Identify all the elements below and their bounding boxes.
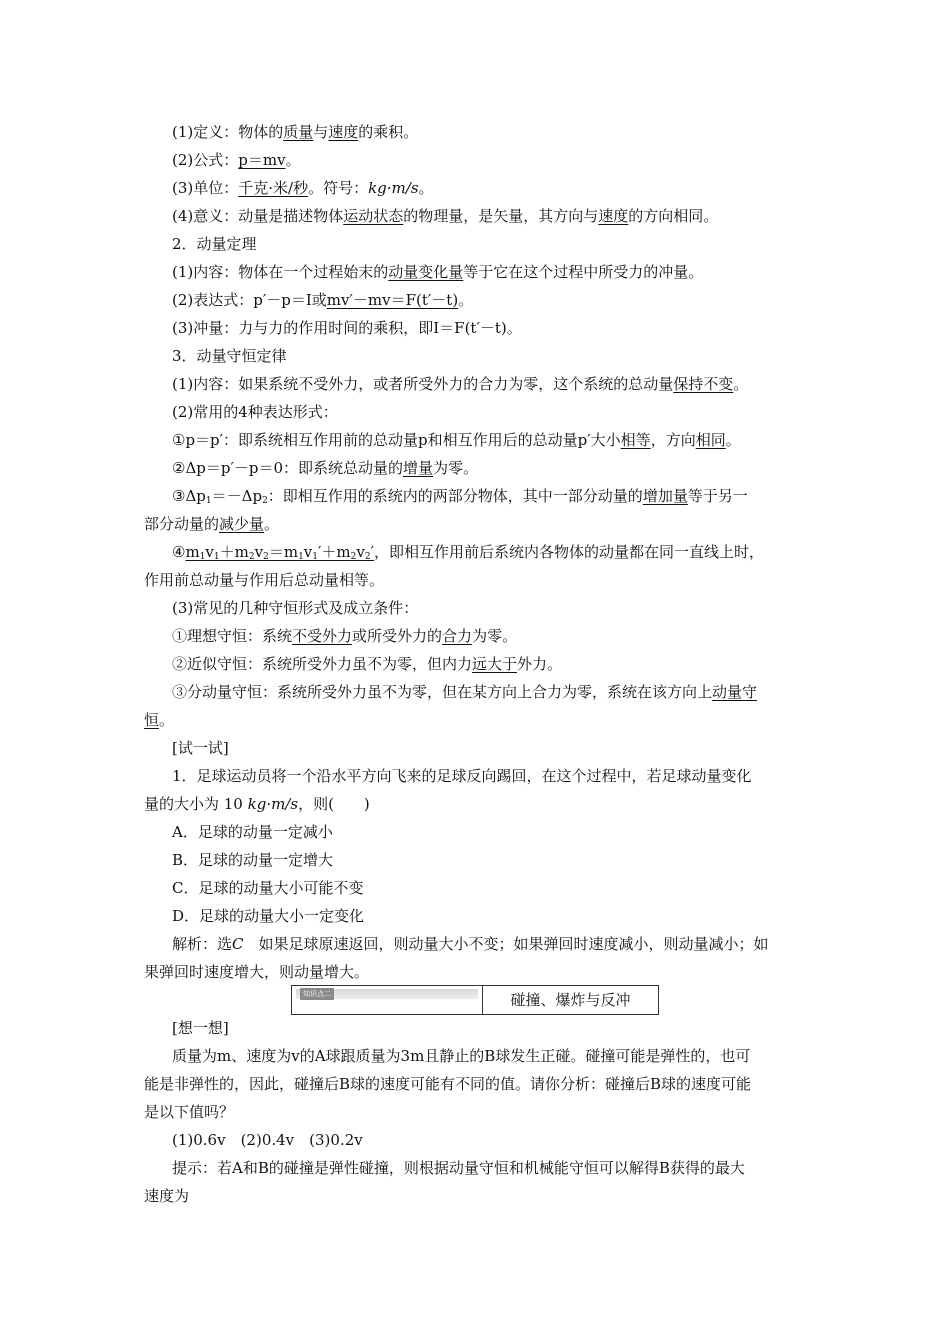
think-paragraph-line-2: 能是非弹性的，因此，碰撞后B球的速度可能有不同的值。请你分析：碰撞后B球的速度可能 xyxy=(144,1075,752,1093)
condition-2: ②近似守恒：系统所受外力虽不为零，但内力远大于外力。 xyxy=(172,655,563,673)
conservation-heading: 3．动量守恒定律 xyxy=(172,347,287,365)
momentum-definition: (1)定义：物体的质量与速度的乘积。 xyxy=(172,123,419,141)
option-c: C．足球的动量大小可能不变 xyxy=(172,879,364,897)
knowledge-point-tag: 知识点二 xyxy=(300,988,334,1000)
form-3-line-1: $③\Delta p_1=-\Delta p_2$：即相互作用的系统内的两部分物体，其中一部分动量的增加量等于另一 xyxy=(172,487,748,506)
knowledge-point-tag-bar xyxy=(296,989,478,999)
theorem-heading: 2．动量定理 xyxy=(172,235,257,253)
think-options: (1)0.6v (2)0.4v (3)0.2v xyxy=(172,1131,363,1149)
option-d: D．足球的动量大小一定变化 xyxy=(172,907,365,925)
hint-line-1: 提示：若A和B的碰撞是弹性碰撞，则根据动量守恒和机械能守恒可以解得B获得的最大 xyxy=(172,1159,745,1177)
theorem-content: (1)内容：物体在一个过程始末的动量变化量等于它在这个过程中所受力的冲量。 xyxy=(172,263,704,281)
condition-3-line-2: 恒。 xyxy=(144,711,175,729)
form-4-line-1: $④m_1v_1+m_2v_2=m_1v_1'+m_2v_2'$，即相互作用前后系统内各物体的动量都在同一直线上时， xyxy=(172,543,765,562)
momentum-unit: (3)单位：千克·米/秒。符号：kg·m/s。 xyxy=(172,179,434,197)
answer-line-1: 解析：选C 如果足球原速返回，则动量大小不变；如果弹回时速度减小，则动量减小；如 xyxy=(172,935,769,953)
form-2: ②Δp＝p′－p＝0：即系统总动量的增量为零。 xyxy=(172,459,479,477)
knowledge-point-title: 碰撞、爆炸与反冲 xyxy=(510,991,631,1009)
think-tag: [想一想] xyxy=(172,1019,229,1037)
knowledge-point-header xyxy=(291,985,659,1015)
conditions-heading: (3)常见的几种守恒形式及成立条件： xyxy=(172,599,419,617)
think-paragraph-line-3: 是以下值吗？ xyxy=(144,1103,235,1121)
conservation-content: (1)内容：如果系统不受外力，或者所受外力的合力为零，这个系统的总动量保持不变。 xyxy=(172,375,749,393)
condition-3-line-1: ③分动量守恒：系统所受外力虽不为零，但在某方向上合力为零，系统在该方向上动量守 xyxy=(172,683,758,701)
condition-1: ①理想守恒：系统不受外力或所受外力的合力为零。 xyxy=(172,627,518,645)
theorem-expression: (2)表达式：p′－p＝I或mv′－mv＝F(t′－t)。 xyxy=(172,291,474,309)
hint-line-2: 速度为 xyxy=(144,1187,190,1205)
momentum-formula: (2)公式：p＝mv。 xyxy=(172,151,301,169)
forms-heading: (2)常用的4种表达形式： xyxy=(172,403,338,421)
form-3-line-2: 部分动量的减少量。 xyxy=(144,515,280,533)
option-a: A．足球的动量一定减小 xyxy=(172,823,333,841)
theorem-impulse: (3)冲量：力与力的作用时间的乘积，即I＝F(t′－t)。 xyxy=(172,319,522,337)
think-paragraph-line-1: 质量为m、速度为v的A球跟质量为3m且静止的B球发生正碰。碰撞可能是弹性的，也可 xyxy=(172,1047,751,1065)
question-1-line-1: 1．足球运动员将一个沿水平方向飞来的足球反向踢回，在这个过程中，若足球动量变化 xyxy=(172,767,752,785)
form-4-equation: $m_1v_1+m_2v_2=m_1v_1'+m_2v_2'$ xyxy=(185,543,375,562)
form-4-line-2: 作用前总动量与作用后总动量相等。 xyxy=(144,571,385,589)
answer-line-2: 果弹回时速度增大，则动量增大。 xyxy=(144,963,370,981)
momentum-meaning: (4)意义：动量是描述物体运动状态的物理量，是矢量，其方向与速度的方向相同。 xyxy=(172,207,719,225)
option-b: B．足球的动量一定增大 xyxy=(172,851,334,869)
form-1: ①p＝p′：即系统相互作用前的总动量p和相互作用后的总动量p′大小相等，方向相同。 xyxy=(172,431,741,449)
try-tag: [试一试] xyxy=(172,739,229,757)
question-1-line-2: 量的大小为 10 kg·m/s，则( ) xyxy=(144,795,370,813)
